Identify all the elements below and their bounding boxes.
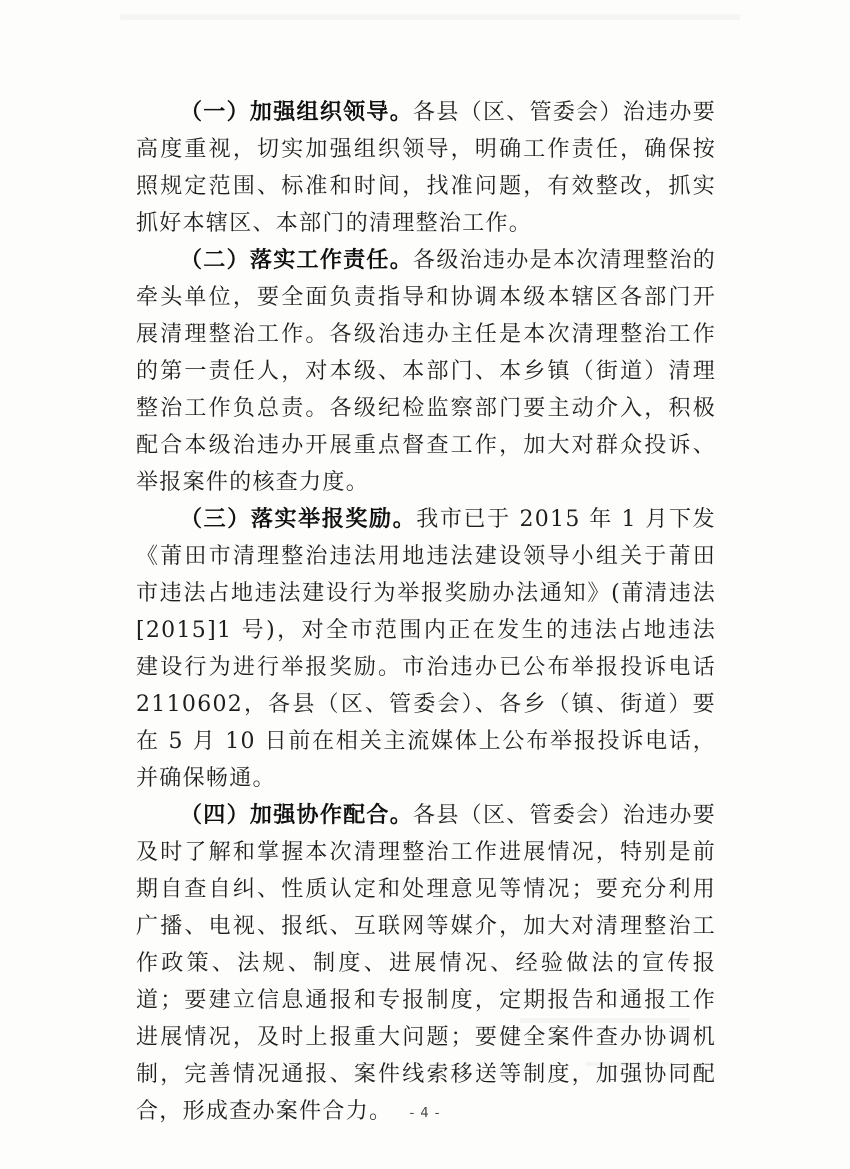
paragraph-2-heading: （二）落实工作责任。 (180, 247, 414, 273)
paragraph-4-body: 各县（区、管委会）治违办要及时了解和掌握本次清理整治工作进展情况，特别是前期自查自纠、性质认定和处理意见等情况；要充分利用广播、电视、报纸、互联网等媒介，加大对清理整治工作政策、法规、制度、进展情况、经验做法的宣传报道；要建立信息通报和专报制度，定期报告和通报工作进展情况，及时上报重大问题；要健全案件查办协调机制，完善情况通报、案件线索移送等制度，加强协同配合，形成查办案件合力。 (136, 803, 716, 1124)
paragraph-1-heading: （一）加强组织领导。 (180, 99, 414, 125)
paragraph-1 (136, 94, 716, 242)
paragraph-1-body: 各县（区、管委会）治违办要高度重视，切实加强组织领导，明确工作责任，确保按照规定范围、标准和时间，找准问题，有效整改，抓实抓好本辖区、本部门的清理整治工作。 (136, 100, 716, 236)
paragraph-3-heading: （三）落实举报奖励。 (180, 506, 417, 532)
paragraph-4-heading: （四）加强协作配合。 (180, 802, 414, 828)
page-number: - 4 - (409, 1106, 441, 1121)
paragraph-3 (136, 501, 716, 797)
paragraph-3-body: 我市已于 2015 年 1 月下发《莆田市清理整治违法用地违法建设领导小组关于莆田市违法占地违法建设行为举报奖励办法通知》(莆清违法[2015]1 号)，对全市范围内正在发生的违法占地违法建设行为进行举报奖励。市治违办已公布举报投诉电话 2110602，各县（区、管委会）、各乡（镇、街道）要在 5 月 10 日前在相关主流媒体上公布举报投诉电话，并确保畅通。 (136, 507, 716, 791)
paragraph-2-body: 各级治违办是本次清理整治的牵头单位，要全面负责指导和协调本级本辖区各部门开展清理整治工作。各级治违办主任是本次清理整治工作的第一责任人，对本级、本部门、本乡镇（街道）清理整治工作负总责。各级纪检监察部门要主动介入，积极配合本级治违办开展重点督查工作，加大对群众投诉、举报案件的核查力度。 (136, 248, 716, 495)
scan-artifact (120, 14, 740, 20)
document-body (136, 94, 716, 1130)
paragraph-4 (136, 797, 716, 1130)
paragraph-2 (136, 242, 716, 501)
